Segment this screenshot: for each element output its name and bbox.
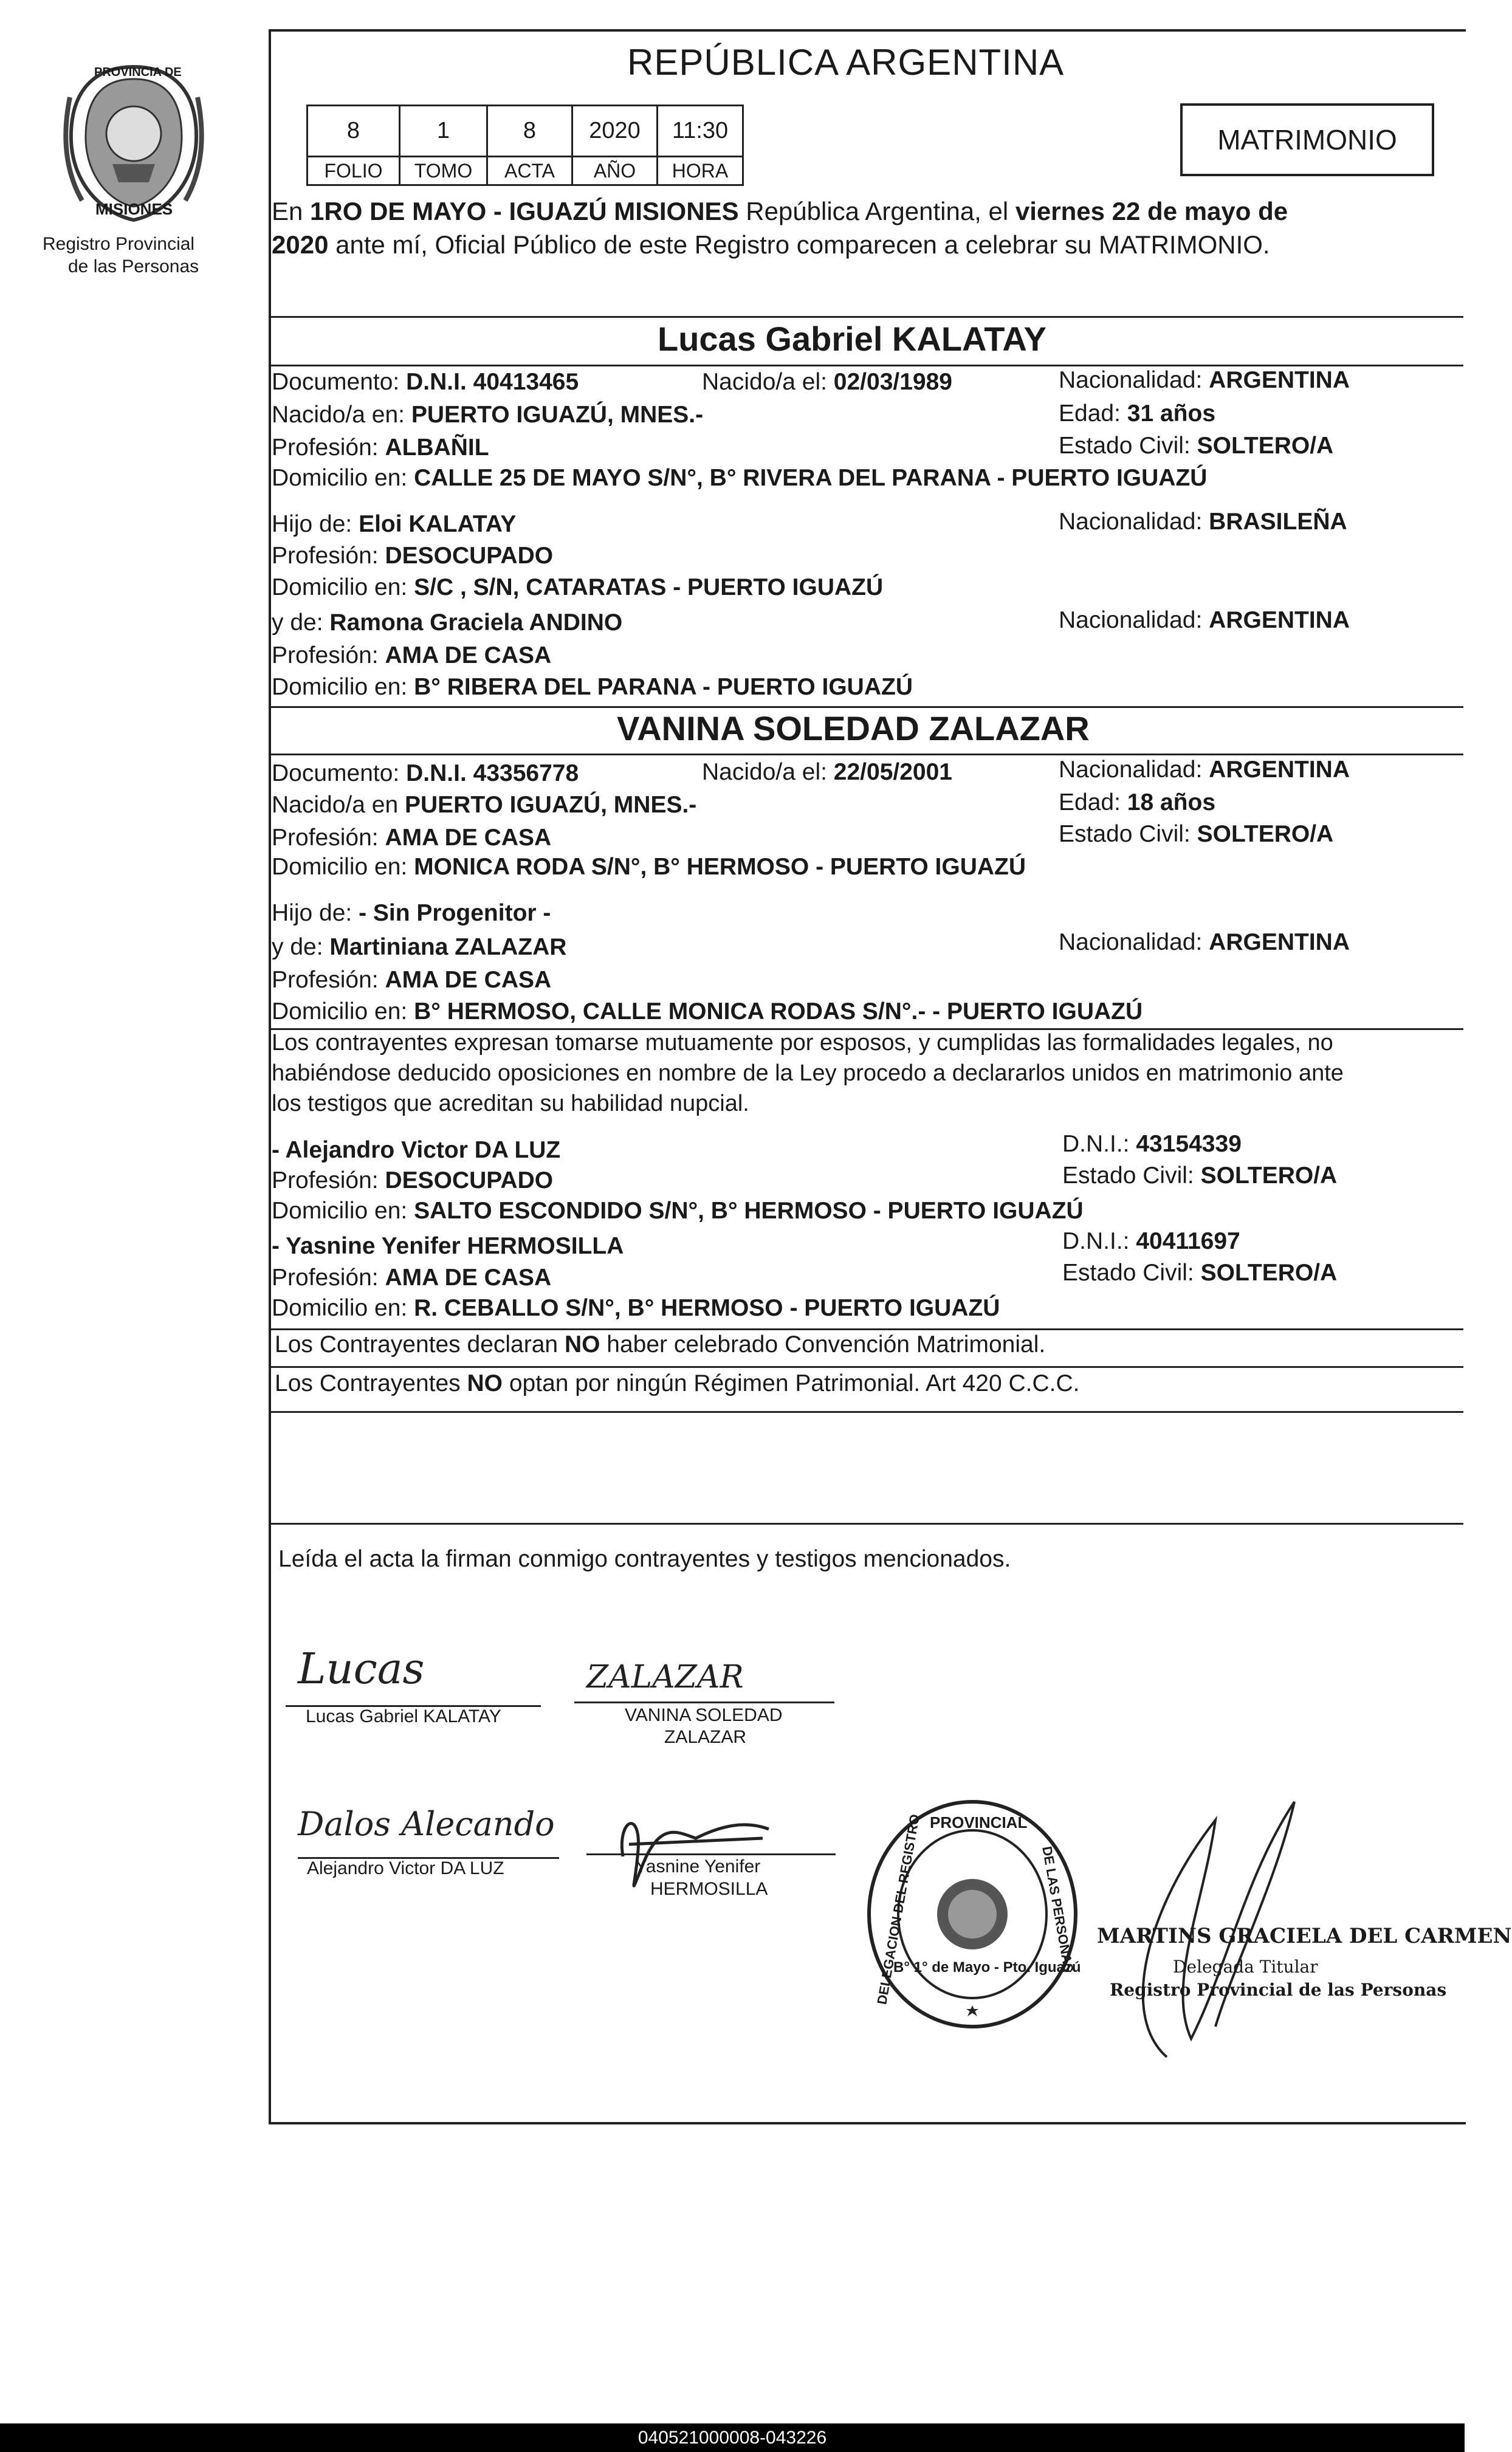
groom-name-header: Lucas Gabriel KALATAY (658, 320, 1047, 358)
witness2-signature-label-2: HERMOSILLA (650, 1879, 768, 1899)
tomo-label: TOMO (414, 159, 473, 182)
witness2-name: - Yasnine Yenifer HERMOSILLA (272, 1233, 624, 1259)
label: Domicilio en: (272, 1198, 408, 1224)
label: Profesión: (272, 825, 379, 851)
value: AMA DE CASA (385, 967, 552, 993)
divider (269, 316, 1463, 318)
witness2-civil-status (1062, 1260, 1337, 1286)
anio-cell (573, 106, 658, 184)
value: BRASILEÑA (1209, 509, 1347, 535)
witness2-profession (272, 1265, 551, 1291)
intro-text-1: En (272, 197, 311, 225)
value: CALLE 25 DE MAYO S/N°, B° RIVERA DEL PARANA - PUERTO IGUAZÚ (414, 465, 1208, 491)
bride-birth (702, 760, 952, 786)
bride-age (1059, 790, 1215, 816)
text: Los Contrayentes (275, 1370, 467, 1396)
value: ARGENTINA (1209, 929, 1350, 955)
label: Nacido/a en: (272, 402, 405, 428)
anio-value: 2020 (573, 106, 656, 157)
value: SOLTERO/A (1200, 1162, 1338, 1189)
value: SALTO ESCONDIDO S/N°, B° HERMOSO - PUERTO IGUAZÚ (414, 1198, 1084, 1224)
signature-line (586, 1853, 836, 1855)
intro-text-3: ante mí, Oficial Público de este Registro comparecen a celebrar su MATRIMONIO. (328, 230, 1270, 259)
label: Domicilio en: (272, 465, 408, 491)
registry-label-line1: Registro Provincial (43, 234, 195, 254)
acta-value: 8 (488, 106, 571, 157)
groom-doc (272, 369, 579, 396)
official-role: Delegada Titular (1173, 1957, 1318, 1977)
value: PUERTO IGUAZÚ, MNES.- (404, 792, 697, 818)
stamp-bottom-text: B° 1° de Mayo - Pto. Iguazú (893, 1959, 1081, 1976)
divider (269, 1328, 1463, 1330)
bride-mother-profession (272, 967, 551, 994)
groom-father (272, 512, 516, 538)
bride-doc (272, 761, 579, 787)
label: Domicilio en: (272, 674, 408, 700)
hora-value: 11:30 (658, 106, 742, 157)
declaration-line1: Los contrayentes expresan tomarse mutuamente por esposos, y cumplidas las formalidades legales, no (272, 1030, 1333, 1056)
groom-address (272, 465, 1207, 492)
label: Nacionalidad: (1059, 757, 1203, 783)
tomo-cell (400, 106, 488, 184)
label: Domicilio en: (272, 1295, 408, 1321)
value: PUERTO IGUAZÚ, MNES.- (411, 402, 704, 428)
divider (269, 706, 1463, 708)
divider (269, 1411, 1463, 1413)
label: Profesión: (272, 434, 379, 461)
acta-label: ACTA (504, 159, 555, 182)
divider (269, 1523, 1463, 1525)
label: Domicilio en: (272, 998, 408, 1025)
value: B° RIBERA DEL PARANA - PUERTO IGUAZÚ (414, 674, 913, 700)
bride-mother-address (272, 999, 1143, 1025)
label: Profesión: (272, 1265, 379, 1291)
label: Profesión: (272, 1167, 379, 1193)
groom-mother-profession (272, 643, 551, 669)
witness2-dni (1062, 1229, 1240, 1255)
groom-birth (702, 369, 952, 396)
bride-dni: D.N.I. 43356778 (406, 760, 579, 786)
label: Hijo de: (272, 900, 352, 926)
label: Nacido/a en (272, 792, 399, 818)
label: y de: (272, 934, 323, 960)
logo-bottom-text: MISIONES (95, 200, 173, 218)
groom-mother-nationality (1059, 608, 1350, 634)
tomo-value: 1 (400, 106, 486, 157)
value: 40411697 (1136, 1228, 1240, 1254)
bride-birthdate: 22/05/2001 (833, 759, 952, 785)
groom-signature: Lucas (298, 1644, 425, 1694)
groom-birthplace (272, 402, 703, 428)
declaration-line2: habiéndose deducido oposiciones en nombre de la Ley procedo a declararlos unidos en matrimonio ante (272, 1060, 1344, 1086)
label: y de: (272, 610, 323, 636)
label: Edad: (1059, 400, 1121, 427)
emphasis: NO (467, 1370, 503, 1396)
regime-statement (275, 1371, 1080, 1397)
label: Estado Civil: (1062, 1260, 1194, 1286)
label: Documento: (272, 369, 400, 395)
value: 18 años (1127, 789, 1216, 816)
value: Martiniana ZALAZAR (329, 934, 567, 960)
value: 31 años (1127, 400, 1216, 427)
folio-label: FOLIO (324, 159, 383, 182)
official-stamp (863, 1796, 1082, 2033)
bride-mother-nationality (1059, 930, 1350, 956)
bride-signature-label-2: ZALAZAR (664, 1727, 747, 1747)
label: Estado Civil: (1059, 433, 1191, 459)
value: AMA DE CASA (385, 642, 552, 668)
label: Nacionalidad: (1059, 607, 1203, 633)
label: Profesión: (272, 967, 379, 993)
province-seal-logo (58, 61, 210, 231)
value: R. CEBALLO S/N°, B° HERMOSO - PUERTO IGUAZÚ (414, 1295, 1000, 1321)
logo-top-text: PROVINCIA DE (94, 66, 182, 79)
groom-nationality (1059, 368, 1350, 394)
country-title: REPÚBLICA ARGENTINA (627, 42, 1065, 83)
witness1-name: - Alejandro Victor DA LUZ (272, 1137, 561, 1163)
bride-address (272, 854, 1026, 881)
bride-profession (272, 825, 551, 851)
value: ARGENTINA (1209, 757, 1350, 783)
intro-line1 (272, 197, 1288, 225)
label: Nacido/a el: (702, 369, 827, 395)
value: B° HERMOSO, CALLE MONICA RODAS S/N°.- - PUERTO IGUAZÚ (414, 998, 1143, 1025)
witness1-address (272, 1198, 1084, 1224)
divider (269, 365, 1463, 366)
value: Eloi KALATAY (359, 511, 517, 537)
text: haber celebrado Convención Matrimonial. (600, 1331, 1046, 1358)
convention-statement (275, 1332, 1045, 1358)
groom-birthdate: 02/03/1989 (833, 369, 952, 395)
value: ARGENTINA (1209, 367, 1350, 393)
label: D.N.I.: (1062, 1228, 1130, 1254)
groom-age (1059, 401, 1215, 427)
registry-label-line2: de las Personas (68, 256, 199, 276)
label: Nacionalidad: (1059, 929, 1203, 955)
witness1-civil-status (1062, 1163, 1337, 1189)
intro-text-2: República Argentina, el (738, 197, 1015, 225)
document-type-box (1180, 103, 1434, 176)
value: S/C , S/N, CATARATAS - PUERTO IGUAZÚ (414, 574, 884, 600)
value: AMA DE CASA (385, 1265, 552, 1291)
label: D.N.I.: (1062, 1131, 1130, 1157)
bride-birthplace (272, 792, 696, 819)
groom-father-nationality (1059, 509, 1347, 535)
text: optan por ningún Régimen Patrimonial. Art 420 C.C.C. (503, 1370, 1080, 1396)
value: SOLTERO/A (1197, 821, 1334, 847)
ceremony-place: 1RO DE MAYO - IGUAZÚ MISIONES (310, 197, 739, 225)
value: SOLTERO/A (1200, 1260, 1338, 1286)
witness1-dni (1062, 1132, 1242, 1158)
value: Ramona Graciela ANDINO (329, 610, 623, 636)
anio-label: AÑO (593, 159, 636, 182)
label: Edad: (1059, 789, 1121, 816)
emphasis: NO (564, 1331, 600, 1358)
declaration-line3: los testigos que acreditan su habilidad nupcial. (272, 1091, 749, 1116)
label: Estado Civil: (1062, 1162, 1194, 1189)
bride-signature: ZALAZAR (586, 1659, 744, 1695)
acta-cell (488, 106, 573, 184)
bride-signature-label-1: VANINA SOLEDAD (625, 1705, 783, 1725)
groom-mother (272, 610, 622, 636)
label: Estado Civil: (1059, 821, 1191, 847)
intro-line2 (272, 231, 1270, 259)
signature-line (574, 1702, 834, 1703)
witness2-signature-label-1: Yasnine Yenifer (635, 1856, 761, 1877)
document-type: MATRIMONIO (1217, 124, 1397, 156)
witness2-address (272, 1296, 1000, 1322)
groom-father-profession (272, 543, 553, 569)
closing-statement: Leída el acta la firman conmigo contrayentes y testigos mencionados. (278, 1546, 1011, 1572)
label: Profesión: (272, 642, 379, 668)
label: Nacionalidad: (1059, 367, 1203, 393)
text: Los Contrayentes declaran (275, 1331, 565, 1358)
value: DESOCUPADO (385, 1167, 554, 1193)
official-office: Registro Provincial de las Personas (1110, 1980, 1447, 2000)
groom-signature-label: Lucas Gabriel KALATAY (306, 1706, 501, 1726)
value: DESOCUPADO (385, 543, 554, 569)
label: Domicilio en: (272, 574, 408, 600)
groom-dni: D.N.I. 40413465 (406, 369, 579, 395)
folio-value: 8 (308, 106, 399, 157)
groom-father-address (272, 575, 883, 601)
bride-mother (272, 935, 566, 961)
bride-nationality (1059, 757, 1350, 783)
document-code: 040521000008-043226 (637, 2427, 827, 2448)
witness1-profession (272, 1168, 553, 1194)
value: MONICA RODA S/N°, B° HERMOSO - PUERTO IGUAZÚ (414, 854, 1026, 880)
groom-mother-address (272, 675, 913, 701)
folio-cell (308, 106, 400, 184)
bride-civil-status (1059, 822, 1333, 848)
label: Documento: (272, 760, 400, 786)
divider (269, 754, 1463, 755)
stamp-left-text: DELEGACION DEL REGISTRO (874, 1813, 923, 2006)
label: Hijo de: (272, 511, 352, 537)
value: - Sin Progenitor - (359, 900, 551, 926)
witness1-signature-label: Alejandro Victor DA LUZ (307, 1858, 504, 1878)
value: ALBAÑIL (385, 434, 489, 461)
label: Nacido/a el: (702, 759, 827, 785)
label: Nacionalidad: (1059, 509, 1203, 535)
value: AMA DE CASA (385, 825, 552, 851)
ceremony-date: viernes 22 de mayo de (1015, 197, 1288, 225)
hora-label: HORA (672, 159, 729, 182)
stamp-right-text: DE LAS PERSONAS (1039, 1845, 1077, 1974)
witness1-signature: Dalos Alecando (298, 1805, 555, 1843)
bride-father (272, 901, 551, 927)
value: 43154339 (1136, 1131, 1242, 1157)
value: SOLTERO/A (1197, 433, 1334, 459)
hora-cell (658, 106, 742, 184)
official-name: MARTINS GRACIELA DEL CARMEN (1097, 1924, 1512, 1948)
divider (269, 1366, 1463, 1368)
stamp-top-text: PROVINCIAL (930, 1813, 1028, 1832)
bride-name-header: VANINA SOLEDAD ZALAZAR (617, 709, 1090, 747)
label: Domicilio en: (272, 854, 408, 880)
value: ARGENTINA (1209, 607, 1350, 633)
footer-bar (0, 2423, 1465, 2452)
groom-civil-status (1059, 433, 1333, 459)
label: Profesión: (272, 543, 379, 569)
ceremony-year: 2020 (272, 230, 329, 259)
groom-profession (272, 435, 489, 461)
reference-table (306, 105, 744, 186)
